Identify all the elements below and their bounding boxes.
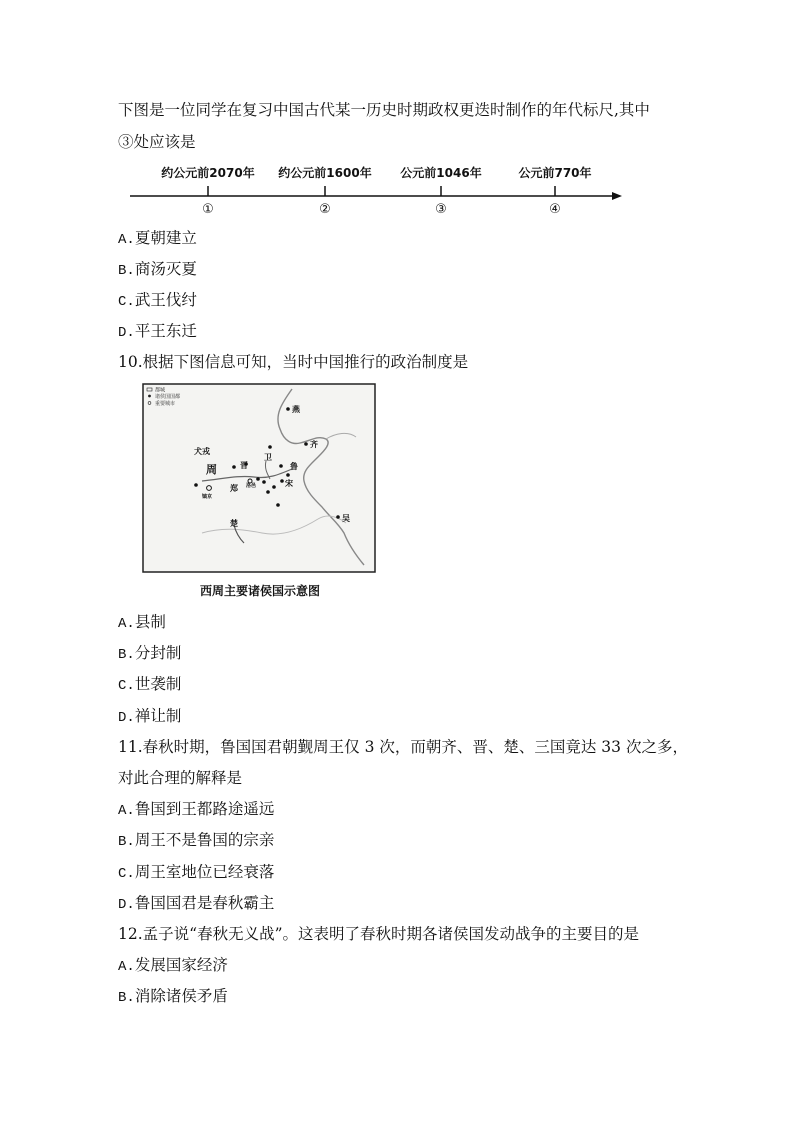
label-zhou: 周 xyxy=(206,463,217,476)
q11-option-d[interactable]: D.鲁国国君是春秋霸主 xyxy=(118,894,275,913)
dot-city-4 xyxy=(256,477,260,481)
q10-option-b[interactable]: B.分封制 xyxy=(118,644,182,663)
dot-city-5 xyxy=(262,480,266,484)
timeline-mark-3: ③ xyxy=(435,202,447,217)
q9-option-c[interactable]: C.武王伐纣 xyxy=(118,291,197,310)
q12-option-b[interactable]: B.消除诸侯矛盾 xyxy=(118,987,228,1006)
timeline-label-1: 约公元前2070年 xyxy=(161,166,255,180)
label-jin: 晋 xyxy=(240,461,248,470)
q11-stem-line2: 对此合理的解释是 xyxy=(118,769,243,787)
dot-city-9 xyxy=(276,503,280,507)
legend-state-capital-icon xyxy=(148,395,151,398)
dot-yan xyxy=(286,407,290,411)
label-song: 宋 xyxy=(285,479,293,488)
dot-song xyxy=(280,479,284,483)
dot-wei xyxy=(268,445,272,449)
label-haojing: 镐京 xyxy=(202,494,213,500)
timeline-mark-1: ① xyxy=(202,202,214,217)
map-caption: 西周主要诸侯国示意图 xyxy=(200,584,321,598)
dot-city-7 xyxy=(272,485,276,489)
q9-stem-line1: 下图是一位同学在复习中国古代某一历史时期政权更迭时制作的年代标尺,其中 xyxy=(118,101,650,119)
dot-lu xyxy=(286,473,290,477)
label-lu: 鲁 xyxy=(290,462,298,471)
western-zhou-map xyxy=(142,383,376,573)
q9-option-d[interactable]: D.平王东迁 xyxy=(118,322,197,341)
timeline-label-3: 公元前1046年 xyxy=(400,166,482,180)
label-yan: 燕 xyxy=(292,405,300,414)
label-wei: 卫 xyxy=(264,453,272,462)
q11-option-a[interactable]: A.鲁国到王都路途遥远 xyxy=(118,800,275,819)
q9-option-a[interactable]: A.夏朝建立 xyxy=(118,229,197,248)
q11-option-b[interactable]: B.周王不是鲁国的宗亲 xyxy=(118,831,275,850)
label-quanrong: 犬戎 xyxy=(194,447,210,456)
dot-city-1 xyxy=(232,465,236,469)
q10-option-a[interactable]: A.县制 xyxy=(118,613,166,632)
dot-city-6 xyxy=(194,483,198,487)
label-wu: 吴 xyxy=(342,514,350,523)
q12-stem: 12.孟子说“春秋无义战”。这表明了春秋时期各诸侯国发动战争的主要目的是 xyxy=(118,925,640,943)
dot-wu xyxy=(336,515,340,519)
q11-option-c[interactable]: C.周王室地位已经衰落 xyxy=(118,863,275,882)
timeline-label-4: 公元前770年 xyxy=(518,166,592,180)
dot-qi xyxy=(304,442,308,446)
timeline-arrow-icon xyxy=(612,192,622,200)
label-chu: 楚 xyxy=(230,519,238,528)
legend-state-capital: 诸侯国国都 xyxy=(155,394,181,400)
timeline-label-2: 约公元前1600年 xyxy=(278,166,372,180)
q10-option-c[interactable]: C.世袭制 xyxy=(118,675,182,694)
timeline-mark-2: ② xyxy=(319,202,331,217)
q11-stem-line1: 11.春秋时期，鲁国国君朝觐周王仅 3 次，而朝齐、晋、楚、三国竟达 33 次之多， xyxy=(118,738,688,756)
legend-capital: 都城 xyxy=(155,387,166,394)
q9-option-b[interactable]: B.商汤灭夏 xyxy=(118,260,197,279)
timeline-mark-4: ④ xyxy=(549,202,561,217)
label-qi: 齐 xyxy=(310,440,318,449)
q12-option-a[interactable]: A.发展国家经济 xyxy=(118,956,228,975)
timeline-ruler xyxy=(118,158,630,218)
label-zheng: 郑 xyxy=(230,484,238,493)
q10-option-d[interactable]: D.禅让制 xyxy=(118,707,182,726)
label-luoyi: 洛邑 xyxy=(246,483,257,489)
legend-city: 重要城市 xyxy=(155,401,176,407)
dot-city-3 xyxy=(279,464,283,468)
dot-city-8 xyxy=(266,490,270,494)
q10-stem: 10.根据下图信息可知，当时中国推行的政治制度是 xyxy=(118,353,469,371)
q9-stem-line2: ③处应该是 xyxy=(118,133,196,151)
